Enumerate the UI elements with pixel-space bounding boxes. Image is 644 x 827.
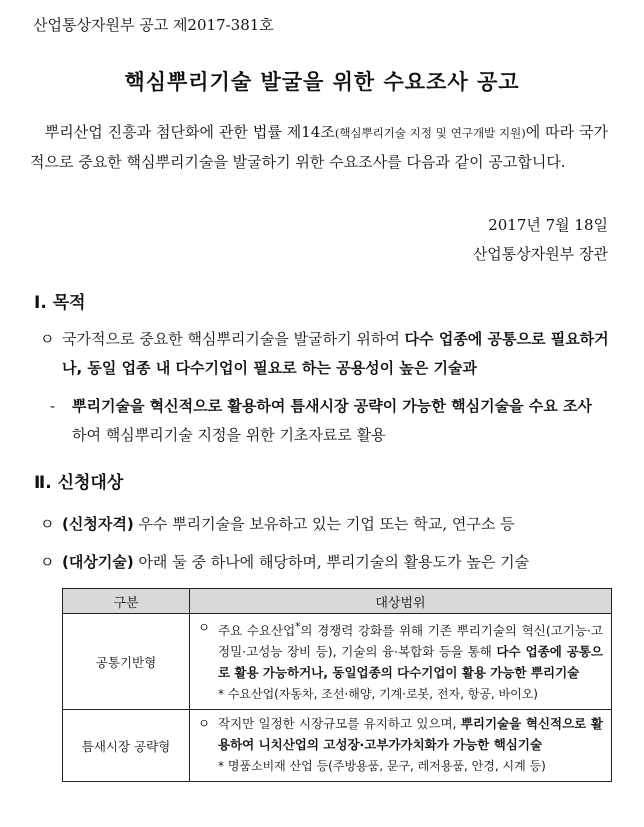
- notice-date: 2017년 7월 18일: [488, 216, 608, 234]
- intro-part2: (핵심뿌리기술 지정 및 연구개발 지원): [334, 126, 526, 140]
- row1-plain2: 의 경쟁력 강화를 위해 기존 뿌리기술의 혁신(고기능·고정밀·고성능 장비 등), 기술의 융·복합화 등을 통해: [218, 623, 603, 660]
- table-header-scope: 대상범위: [190, 589, 612, 614]
- table-cell-scope: [190, 614, 612, 710]
- bullet-mark: ㅇ: [40, 515, 55, 533]
- table-header-row: [63, 589, 612, 614]
- section2-item1-plain: 우수 뿌리기술을 보유하고 있는 기업 또는 학교, 연구소 등: [133, 515, 515, 533]
- section1-item1: [40, 325, 610, 383]
- target-scope-table: [62, 588, 612, 782]
- section2-item2: [40, 548, 610, 577]
- row1-sup: *: [295, 621, 301, 633]
- dash-mark: -: [50, 397, 56, 415]
- section1-item1-bold: 다수 업종에 공통으로 필요하거나, 동일 업종 내 다수기업이 필요로 하는 공용성이 높은 기술과: [62, 330, 609, 377]
- section2-item2-plain: 아래 둘 중 하나에 해당하며, 뿌리기술의 활용도가 높은 기술: [133, 553, 530, 571]
- section2-item1-bold: (신청자격): [62, 515, 134, 533]
- row2-plain1: 작지만 일정한 시장규모를 유지하고 있으며,: [218, 716, 461, 732]
- intro-part1: 뿌리산업 진흥과 첨단화에 관한 법률 제14조: [44, 123, 335, 141]
- table-cell-category: 공통기반형: [63, 614, 190, 710]
- section1-item2-bold: 뿌리기술을 혁신적으로 활용하여 틈새시장 공략이 가능한 핵심기술을 수요 조사: [72, 397, 592, 415]
- row1-bold: 다수 업종에 공통으로 활용 가능하거나, 동일업종의 다수기업이 활용 가능한 뿌리기술: [218, 644, 603, 681]
- table-row: [63, 614, 612, 710]
- bullet-mark: ㅇ: [40, 553, 55, 571]
- intro-part3: 에 따라 국가적으로 중요한 핵심뿌리기술을 발굴하기 위한 수요조사를 다음과 같이 공고합니다.: [30, 123, 608, 171]
- table-cell-scope: [190, 710, 612, 782]
- document-title: 핵심뿌리기술 발굴을 위한 수요조사 공고: [124, 70, 520, 94]
- section2-heading: Ⅱ. 신청대상: [34, 473, 124, 493]
- section1-heading: Ⅰ. 목적: [34, 293, 86, 313]
- section2-item1: [40, 510, 610, 539]
- notice-number: 산업통상자원부 공고 제2017-381호: [33, 16, 274, 34]
- section1-item1-plain: 국가적으로 중요한 핵심뿌리기술을 발굴하기 위하여: [62, 330, 405, 348]
- row2-note: * 명품소비재 산업 등(주방용품, 문구, 레저용품, 안경, 시계 등): [218, 759, 546, 774]
- row1-note: * 수요산업(자동차, 조선·해양, 기계·로봇, 전자, 항공, 바이오): [218, 687, 538, 702]
- table-row: [63, 710, 612, 782]
- bullet-mark: ㅇ: [198, 716, 211, 732]
- section1-item2: [50, 392, 610, 450]
- table-header-category: 구분: [63, 589, 190, 614]
- section2-item2-bold: (대상기술): [62, 553, 134, 571]
- bullet-mark: ㅇ: [198, 620, 211, 635]
- section1-item2-plain: 하여 핵심뿌리기술 지정을 위한 기초자료로 활용: [72, 426, 386, 444]
- bullet-mark: ㅇ: [40, 330, 55, 348]
- issuer: 산업통상자원부 장관: [472, 245, 608, 263]
- table-cell-category: 틈새시장 공략형: [63, 710, 190, 782]
- row2-bold: 뿌리기술을 혁신적으로 활용하여 니치산업의 고성장·고부가가치화가 가능한 핵심기술: [218, 716, 603, 753]
- intro-paragraph: [30, 118, 608, 177]
- row1-plain1: 주요 수요산업: [218, 623, 296, 639]
